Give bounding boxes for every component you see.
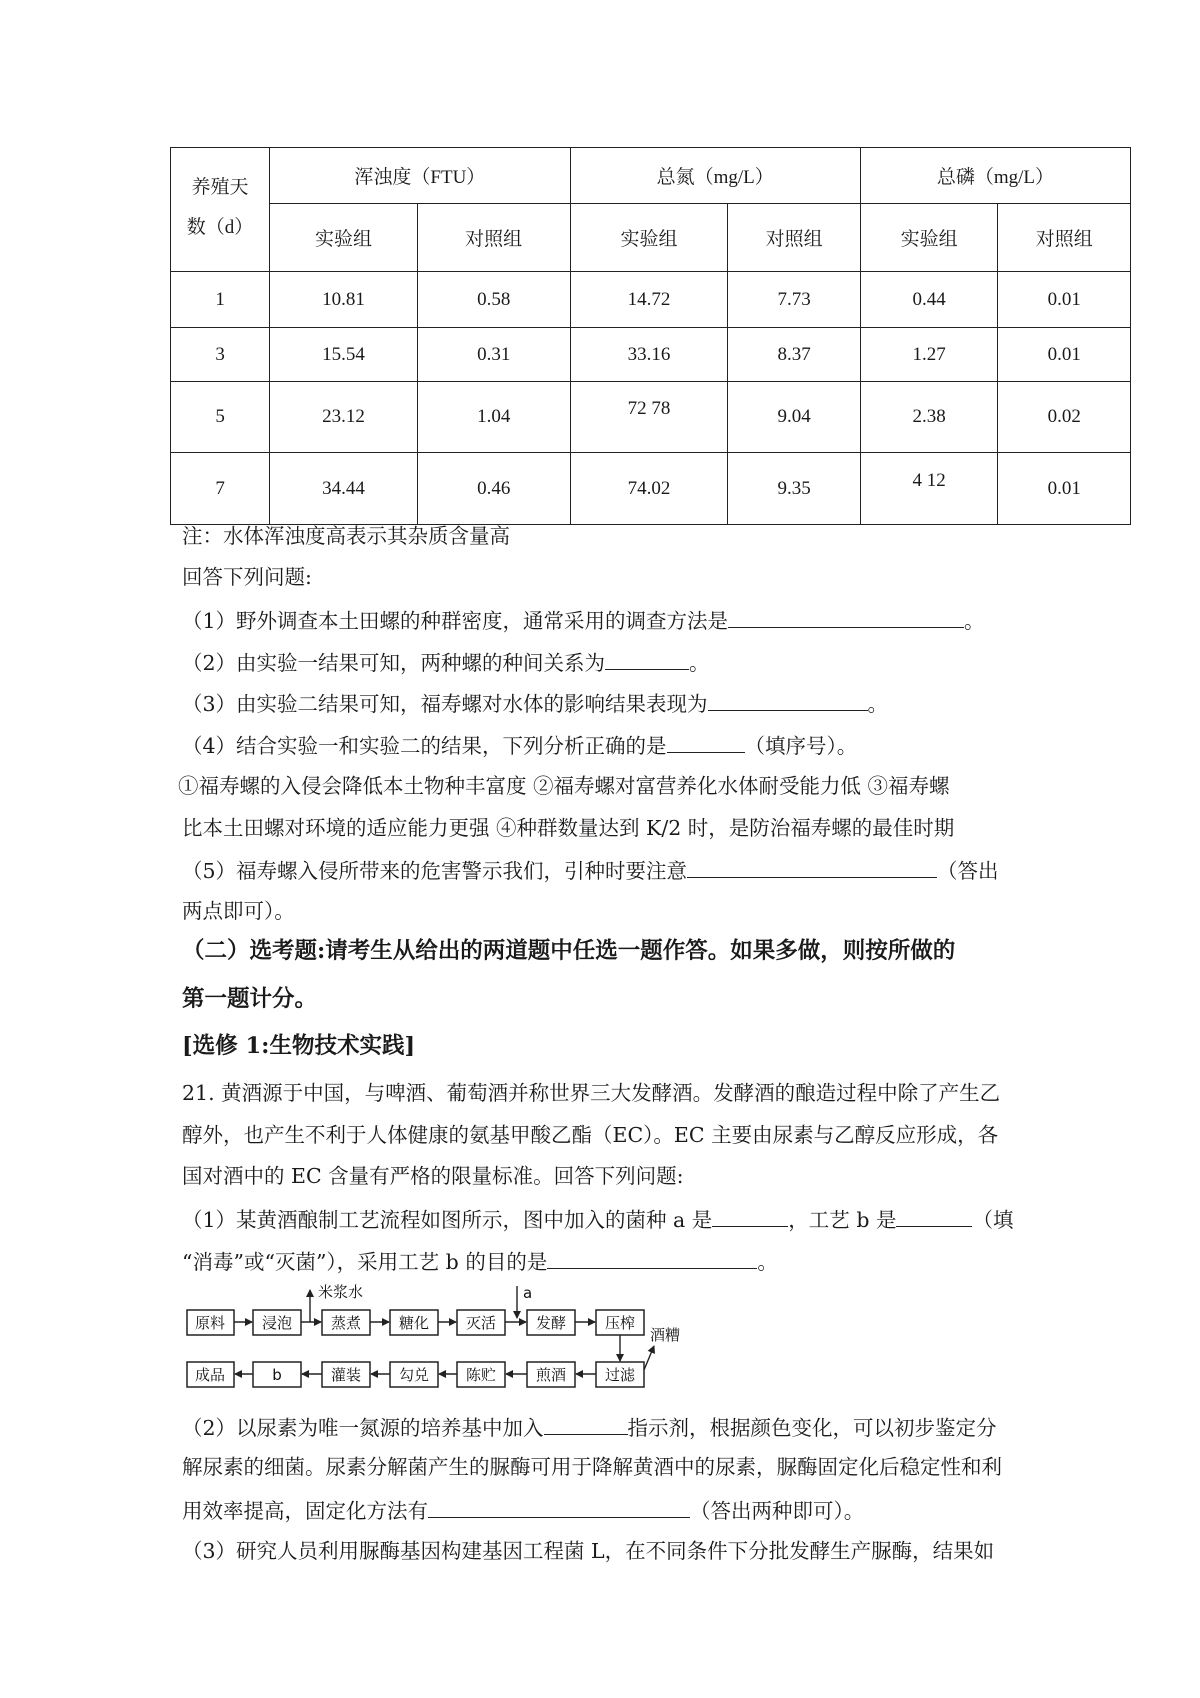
- flow-label: 煎酒: [535, 1366, 567, 1384]
- elective-title: [选修 1:生物技术实践]: [182, 1033, 416, 1059]
- flow-label-a: a: [523, 1284, 533, 1302]
- question-text: （2）由实验一结果可知，两种螺的种间关系为: [182, 651, 606, 675]
- flow-box-steaming: [322, 1310, 370, 1335]
- question-text: 。: [757, 1250, 778, 1274]
- q21-2-line2: 解尿素的细菌。尿素分解菌产生的脲酶可用于降解黄酒中的尿素，脲酶固定化后稳定性和利: [182, 1455, 1002, 1479]
- table-cell: 9.35: [728, 453, 861, 525]
- flow-label: 勾兑: [398, 1366, 430, 1384]
- table-cell: 0.01: [998, 272, 1131, 328]
- question-text: （3）由实验二结果可知，福寿螺对水体的影响结果表现为: [182, 692, 708, 716]
- turbidity-header: 浑浊度（FTU）: [270, 148, 570, 204]
- question-text: 用效率提高，固定化方法有: [182, 1499, 428, 1523]
- subheader-cell: 实验组: [860, 204, 998, 272]
- flow-label: 成品: [194, 1366, 226, 1384]
- table-cell: 7.73: [728, 272, 861, 328]
- subheader-cell: 对照组: [417, 204, 570, 272]
- q21-line3: 国对酒中的 EC 含量有严格的限量标准。回答下列问题:: [182, 1164, 684, 1188]
- question-text: （填序号）。: [744, 734, 858, 758]
- flow-label: 蒸煮: [330, 1314, 362, 1332]
- flow-box-fermentation: [527, 1310, 575, 1335]
- table-cell: 7: [171, 453, 270, 525]
- table-cell: 1.27: [860, 328, 998, 382]
- table-cell: 1.04: [417, 382, 570, 453]
- day-header-line2: 数（d）: [186, 216, 254, 238]
- cell-value: 4 12: [912, 469, 946, 491]
- question-text: ，工艺 b 是: [788, 1208, 897, 1232]
- section-title-line2: 第一题计分。: [182, 986, 318, 1012]
- flow-arrow-lees: [644, 1346, 654, 1370]
- table-cell: 8.37: [728, 328, 861, 382]
- table-cell: 0.02: [998, 382, 1131, 453]
- question-5-continued: 两点即可）。: [182, 899, 295, 923]
- table-cell: 15.54: [270, 328, 418, 382]
- question-text: 。: [867, 692, 889, 716]
- subheader-cell: 对照组: [998, 204, 1131, 272]
- flow-box-aging: [457, 1362, 505, 1387]
- q21-line1: 21. 黄酒源于中国，与啤酒、葡萄酒并称世界三大发酵酒。发酵酒的酿造过程中除了产生乙: [182, 1081, 1001, 1105]
- flow-label: 压榨: [604, 1314, 636, 1332]
- flow-label: 原料: [194, 1314, 226, 1332]
- flow-box-raw-material: [187, 1310, 234, 1335]
- table-cell: 5: [171, 382, 270, 453]
- table-cell: 2.38: [860, 382, 998, 453]
- table-cell: 0.58: [417, 272, 570, 328]
- instructions: 回答下列问题:: [182, 565, 312, 589]
- flow-label-rice-water: 米浆水: [318, 1283, 364, 1301]
- flow-label: 发酵: [535, 1314, 567, 1332]
- table-cell: 3: [171, 328, 270, 382]
- question-text: （填: [972, 1208, 1014, 1232]
- table-cell: 34.44: [270, 453, 418, 525]
- flow-box-filtration: [596, 1362, 644, 1387]
- question-text: （1）某黄酒酿制工艺流程如图所示，图中加入的菌种 a 是: [182, 1208, 713, 1232]
- table-cell: 1: [171, 272, 270, 328]
- question-text: （1）野外调查本土田螺的种群密度，通常采用的调查方法是: [182, 609, 729, 633]
- question-text: 。: [689, 651, 710, 675]
- table-cell: 0.31: [417, 328, 570, 382]
- question-text: 。: [964, 609, 985, 633]
- subheader-cell: 实验组: [270, 204, 418, 272]
- answer-blank[interactable]: [544, 1416, 628, 1435]
- table-cell: 0.01: [998, 328, 1131, 382]
- flow-label: 过滤: [604, 1366, 636, 1384]
- question-text: （答出: [937, 859, 999, 883]
- subheader-cell: 对照组: [728, 204, 861, 272]
- question-text: （2）以尿素为唯一氮源的培养基中加入: [182, 1416, 544, 1440]
- flow-box-bottling: [322, 1362, 370, 1387]
- flow-box-saccharification: [390, 1310, 438, 1335]
- flow-label-lees: 酒糟: [650, 1326, 681, 1344]
- table-note: 注：水体浑浊度高表示其杂质含量高: [182, 524, 510, 548]
- question-text: 指示剂，根据颜色变化，可以初步鉴定分: [627, 1416, 997, 1440]
- table-cell: 10.81: [270, 272, 418, 328]
- table-cell: 23.12: [270, 382, 418, 453]
- flow-label: 灌装: [330, 1366, 362, 1384]
- flow-box-product: [187, 1362, 234, 1387]
- question-text: （5）福寿螺入侵所带来的危害警示我们，引种时要注意: [182, 859, 688, 883]
- question-4-options-line2: 比本土田螺对环境的适应能力更强 ④种群数量达到 K/2 时，是防治福寿螺的最佳时期: [182, 816, 955, 840]
- cell-value: 72 78: [627, 398, 671, 419]
- flow-label: 陈贮: [465, 1366, 497, 1384]
- flow-box-b: [253, 1362, 301, 1387]
- q21-line2: 醇外，也产生不利于人体健康的氨基甲酸乙酯（EC）。EC 主要由尿素与乙醇反应形成，各: [182, 1123, 999, 1147]
- flow-box-blending: [390, 1362, 438, 1387]
- flow-box-pressing: [596, 1310, 644, 1335]
- flow-label: 浸泡: [261, 1314, 293, 1332]
- table-cell: 74.02: [570, 453, 728, 525]
- flow-box-decocting: [527, 1362, 575, 1387]
- q21-2-line1: [182, 1416, 997, 1439]
- question-text: （4）结合实验一和实验二的结果，下列分析正确的是: [182, 734, 667, 758]
- day-header-line1: 养殖天: [191, 176, 249, 198]
- flow-box-soaking: [253, 1310, 301, 1335]
- flow-label: 糖化: [398, 1314, 430, 1332]
- subheader-cell: 实验组: [570, 204, 728, 272]
- flow-label: b: [272, 1366, 282, 1384]
- table-cell: 9.04: [728, 382, 861, 453]
- nitrogen-header: 总氮（mg/L）: [570, 148, 860, 204]
- question-text: （答出两种即可）。: [690, 1499, 865, 1523]
- table-cell: 0.01: [998, 453, 1131, 525]
- table-cell: 0.46: [417, 453, 570, 525]
- section-title-line1: （二）选考题:请考生从给出的两道题中任选一题作答。如果多做，则按所做的: [182, 938, 956, 964]
- table-cell: 0.44: [860, 272, 998, 328]
- answer-blank[interactable]: [428, 1499, 690, 1518]
- question-4-options-line1: ①福寿螺的入侵会降低本土物种丰富度 ②福寿螺对富营养化水体耐受能力低 ③福寿螺: [178, 774, 950, 798]
- flow-label: 灭活: [465, 1314, 497, 1332]
- q21-3-line1: （3）研究人员利用脲酶基因构建基因工程菌 L，在不同条件下分批发酵生产脲酶，结果如: [182, 1539, 995, 1563]
- q21-2-line3: [182, 1499, 864, 1522]
- question-text: “消毒”或“灭菌”），采用工艺 b 的目的是: [182, 1250, 548, 1274]
- table-cell: 33.16: [570, 328, 728, 382]
- flow-box-inactivation: [457, 1310, 505, 1335]
- table-cell: 14.72: [570, 272, 728, 328]
- phosphorus-header: 总磷（mg/L）: [860, 148, 1130, 204]
